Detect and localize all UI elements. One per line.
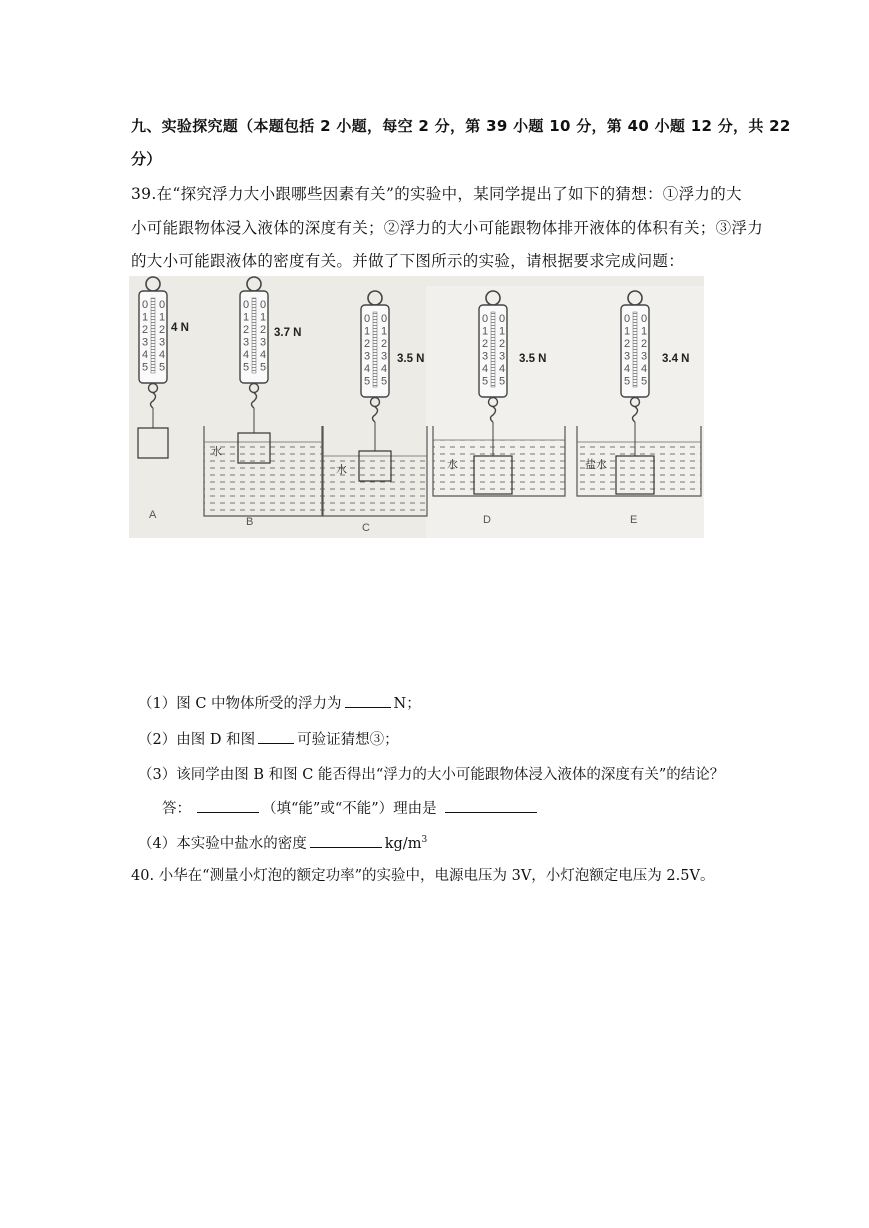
tick-label: 2: [243, 324, 250, 336]
q39-sub1-text: （1）图 C 中物体所受的浮力为: [138, 696, 342, 712]
tick-label: 5: [260, 361, 267, 374]
q39-sub3-blank-yesno[interactable]: [197, 798, 259, 813]
q39-sub4-unit-exponent: 3: [421, 835, 428, 846]
tick-label: 2: [159, 324, 166, 336]
scale-slot: [151, 298, 155, 373]
scale-ring: [628, 291, 642, 305]
scale-ring: [247, 277, 261, 291]
scale-slot: [491, 312, 495, 387]
force-reading: 3.5 N: [397, 353, 425, 365]
tick-label: 2: [641, 338, 648, 350]
tick-label: 4: [499, 363, 506, 375]
q39-sub4: [138, 832, 427, 853]
tick-label: 3: [381, 350, 388, 363]
q39-sub1: [138, 692, 421, 713]
q39-sub2-text: （2）由图 D 和图: [138, 732, 256, 748]
tick-label: 1: [243, 311, 250, 324]
q39-sub4-unit: kg/m: [384, 836, 422, 852]
liquid-label: 盐水: [585, 458, 607, 471]
hook-curve: [373, 407, 378, 422]
tick-label: 4: [364, 363, 371, 375]
tick-label: 0: [499, 313, 506, 325]
tick-label: 0: [482, 313, 489, 325]
q39-sub2-tail: 可验证猜想③；: [297, 732, 399, 748]
hook-curve: [491, 407, 496, 422]
section-heading-line1: 九、实验探究题（本题包括 2 小题，每空 2 分，第 39 小题 10 分，第 40 小题 12 分，共 22: [131, 117, 791, 135]
scale-hook: [149, 384, 158, 393]
scale-panel-d: [433, 291, 565, 526]
tick-label: 1: [381, 325, 388, 338]
tick-label: 3: [624, 350, 631, 363]
hook-curve: [252, 393, 257, 408]
liquid-label: 水: [211, 445, 222, 458]
scale-hook: [250, 384, 259, 393]
hook-curve: [633, 407, 638, 422]
tick-label: 4: [243, 349, 250, 361]
q39-sub3: （3）该同学由图 B 和图 C 能否得出“浮力的大小可能跟物体浸入液体的深度有关”的结论？: [138, 767, 725, 783]
tick-label: 5: [641, 375, 648, 388]
tick-label: 2: [482, 338, 489, 350]
q39-intro-line3: 的大小可能跟液体的密度有关。并做了下图所示的实验，请根据要求完成问题：: [131, 252, 685, 270]
tick-label: 5: [381, 375, 388, 388]
q39-sub4-text: （4）本实验中盐水的密度: [138, 836, 307, 852]
tick-label: 4: [260, 349, 267, 361]
q39-intro-line2: 小可能跟物体浸入液体的深度有关；②浮力的大小可能跟物体排开液体的体积有关；③浮力: [131, 219, 764, 237]
tick-label: 5: [142, 361, 149, 374]
panel-letter: B: [246, 516, 254, 528]
tick-label: 1: [260, 311, 267, 324]
scale-slot: [633, 312, 637, 387]
tick-label: 5: [243, 361, 250, 374]
tick-label: 0: [260, 299, 267, 311]
section-heading-line2: 分）: [131, 150, 162, 168]
tick-label: 2: [381, 338, 388, 350]
tick-label: 2: [364, 338, 371, 350]
scale-hook: [489, 398, 498, 407]
tick-label: 4: [641, 363, 648, 375]
tick-label: 0: [243, 299, 250, 311]
q39-sub3-answer: [162, 797, 540, 818]
scale-slot: [252, 298, 256, 373]
tick-label: 3: [364, 350, 371, 363]
q39-sub3-answer-label: 答：: [162, 801, 191, 817]
scale-ring: [368, 291, 382, 305]
tick-label: 0: [364, 313, 371, 325]
q39-sub2-blank[interactable]: [258, 729, 294, 744]
tick-label: 0: [381, 313, 388, 325]
tick-label: 3: [260, 336, 267, 349]
scale-hook: [631, 398, 640, 407]
tick-label: 2: [260, 324, 267, 336]
tick-label: 5: [624, 375, 631, 388]
tick-label: 5: [364, 375, 371, 388]
scale-ring: [146, 277, 160, 291]
panel-letter: D: [483, 514, 491, 526]
tick-label: 4: [142, 349, 149, 361]
tick-label: 3: [641, 350, 648, 363]
q39-sub3-blank-reason[interactable]: [445, 798, 537, 813]
tick-label: 0: [142, 299, 149, 311]
scale-panel-e: [577, 291, 701, 526]
buoyancy-figure: [129, 276, 704, 538]
tick-label: 1: [142, 311, 149, 324]
tick-label: 1: [482, 325, 489, 338]
tick-label: 1: [159, 311, 166, 324]
tick-label: 5: [499, 375, 506, 388]
tick-label: 3: [482, 350, 489, 363]
tick-label: 0: [624, 313, 631, 325]
scale-hook: [371, 398, 380, 407]
q39-sub1-unit: N；: [393, 696, 421, 712]
tick-label: 4: [381, 363, 388, 375]
tick-label: 4: [624, 363, 631, 375]
q39-intro-line1: 39.在“探究浮力大小跟哪些因素有关”的实验中，某同学提出了如下的猜想：①浮力的大: [131, 185, 742, 203]
tick-label: 0: [159, 299, 166, 311]
scale-panel-c: [323, 291, 427, 534]
force-reading: 3.4 N: [662, 353, 690, 365]
tick-label: 3: [243, 336, 250, 349]
q39-sub4-blank[interactable]: [310, 833, 382, 848]
panel-letter: E: [630, 514, 638, 526]
question-40-text: 40. 小华在“测量小灯泡的额定功率”的实验中，电源电压为 3V，小灯泡额定电压为 2.5V。: [131, 868, 715, 884]
tick-label: 3: [159, 336, 166, 349]
tick-label: 4: [159, 349, 166, 361]
liquid-label: 水: [447, 458, 458, 471]
tick-label: 2: [499, 338, 506, 350]
tick-label: 4: [482, 363, 489, 375]
force-reading: 3.7 N: [274, 327, 302, 339]
tick-label: 3: [142, 336, 149, 349]
liquid-label: 水: [336, 463, 347, 476]
scale-ring: [486, 291, 500, 305]
hook-curve: [151, 393, 156, 408]
force-reading: 4 N: [171, 322, 189, 334]
object-block: [138, 428, 168, 458]
q39-sub3-answer-text: （填“能”或“不能”）理由是: [262, 801, 437, 817]
scale-panel-b: [204, 277, 322, 528]
tick-label: 3: [499, 350, 506, 363]
q39-sub2: [138, 728, 399, 749]
tick-label: 0: [641, 313, 648, 325]
tick-label: 1: [641, 325, 648, 338]
tick-label: 2: [624, 338, 631, 350]
panel-letter: C: [362, 522, 370, 534]
panel-letter: A: [149, 509, 157, 521]
tick-label: 1: [624, 325, 631, 338]
tick-label: 5: [482, 375, 489, 388]
tick-label: 5: [159, 361, 166, 374]
q39-sub1-blank[interactable]: [345, 693, 391, 708]
scale-slot: [373, 312, 377, 387]
tick-label: 2: [142, 324, 149, 336]
scale-panel-a: [138, 277, 189, 521]
tick-label: 1: [364, 325, 371, 338]
force-reading: 3.5 N: [519, 353, 547, 365]
tick-label: 1: [499, 325, 506, 338]
